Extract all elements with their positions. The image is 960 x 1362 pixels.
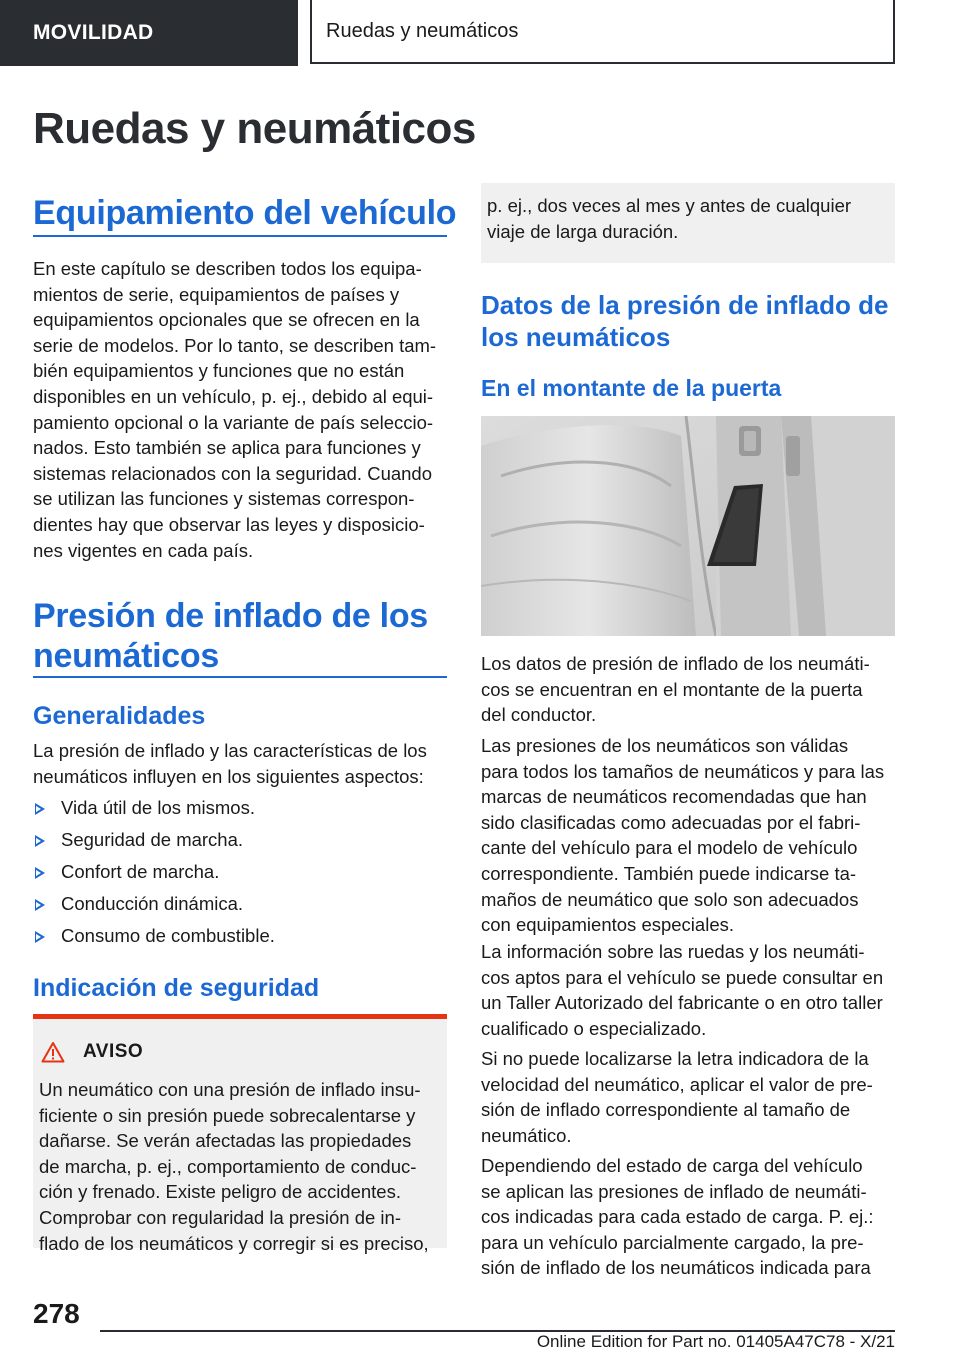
list-item: Confort de marcha. xyxy=(33,859,447,891)
triangle-bullet-icon xyxy=(35,899,45,911)
topic-tab: Ruedas y neumáticos xyxy=(310,0,895,64)
equipment-heading: Equipamiento del vehículo xyxy=(33,194,457,232)
general-paragraph: La presión de inflado y las características de los neumáticos influyen en los siguientes aspectos: xyxy=(33,740,427,787)
list-item: Conducción dinámica. xyxy=(33,891,447,923)
warning-text: Un neumático con una presión de inflado insu- ficiente o sin presión puede sobrecalentarse y dañarse. Se verán afectadas las propiedades de marcha, p. ej., comportamiento de conduc- ción y frenado. Existe peligro de accidentes. Comprobar con regularidad la presión de in- flado de los neumáticos y corregir si es preciso, xyxy=(39,1079,429,1254)
heading-rule xyxy=(33,676,447,678)
door-pillar-heading: En el montante de la puerta xyxy=(481,375,782,401)
warning-label: AVISO xyxy=(83,1041,144,1062)
general-heading: Generalidades xyxy=(33,702,206,730)
triangle-bullet-icon xyxy=(35,931,45,943)
heading-rule xyxy=(33,235,447,237)
warning-continuation-box xyxy=(481,183,895,263)
load-state-paragraph: Dependiendo del estado de carga del vehículo se aplican las presiones de inflado de neumáti- cos indicadas para cada estado de carga. P. ej.: para un vehículo parcialmente cargado, la pre- sión de inflado de los neumáticos indicada para xyxy=(481,1155,874,1279)
location-paragraph: Los datos de presión de inflado de los neumáti- cos se encuentran en el montante de la puerta del conductor. xyxy=(481,653,870,726)
list-item: Consumo de combustible. xyxy=(33,923,447,955)
triangle-bullet-icon xyxy=(35,835,45,847)
validity-paragraph: Las presiones de los neumáticos son válidas para todos los tamaños de neumáticos y para las marcas de neumáticos recomendadas que han sido clasificadas como adecuadas por el fabri- cante del vehículo para el modelo de vehículo correspondiente. También puede indicarse ta- maños de neumático que solo son adecuados con equipamientos especiales. xyxy=(481,735,885,936)
speed-letter-paragraph: Si no puede localizarse la letra indicadora de la velocidad del neumático, aplicar el valor de pre- sión de inflado correspondiente al tamaño de neumático. xyxy=(481,1048,873,1146)
warning-triangle-icon xyxy=(41,1041,65,1063)
aspects-list xyxy=(33,795,447,955)
info-paragraph: La información sobre las ruedas y los neumáti- cos aptos para el vehículo se puede consultar en un Taller Autorizado del fabricante o en otro taller cualificado o especializado. xyxy=(481,941,884,1039)
list-item: Seguridad de marcha. xyxy=(33,827,447,859)
door-pillar-photo xyxy=(481,416,895,636)
page-header xyxy=(0,0,960,66)
page-number: 278 xyxy=(33,1298,80,1329)
edition-footer: Online Edition for Part no. 01405A47C78 - X/21 xyxy=(536,1332,895,1351)
warning-header xyxy=(41,1041,143,1063)
section-tab: MOVILIDAD xyxy=(0,0,298,66)
pressure-heading: Presión de inflado de los neumáticos xyxy=(33,597,428,675)
warning-box xyxy=(33,1014,447,1254)
triangle-bullet-icon xyxy=(35,867,45,879)
page-title: Ruedas y neumáticos xyxy=(33,104,476,153)
list-item: Vida útil de los mismos. xyxy=(33,795,447,827)
equipment-paragraph: En este capítulo se describen todos los equipa- mientos de serie, equipamientos de países y equipamientos opcionales que se ofrecen en la serie de modelos. Por lo tanto, se describen tam- bién equipamientos y funciones que no están disponibles en un vehículo, p. ej., debido al equi- pamiento opcional o la variante de país seleccio- nados. Esto también se aplica para funciones y sistemas relacionados con la seguridad. Cuando se utilizan las funciones y sistemas correspon- dientes hay que observar las leyes y disposicio- nes vigentes en cada país. xyxy=(33,258,437,561)
pressure-data-heading: Datos de la presión de inflado de los neumáticos xyxy=(481,290,889,352)
triangle-bullet-icon xyxy=(35,803,45,815)
safety-heading: Indicación de seguridad xyxy=(33,974,320,1002)
warning-continuation-text: p. ej., dos veces al mes y antes de cualquier viaje de larga duración. xyxy=(487,195,852,242)
